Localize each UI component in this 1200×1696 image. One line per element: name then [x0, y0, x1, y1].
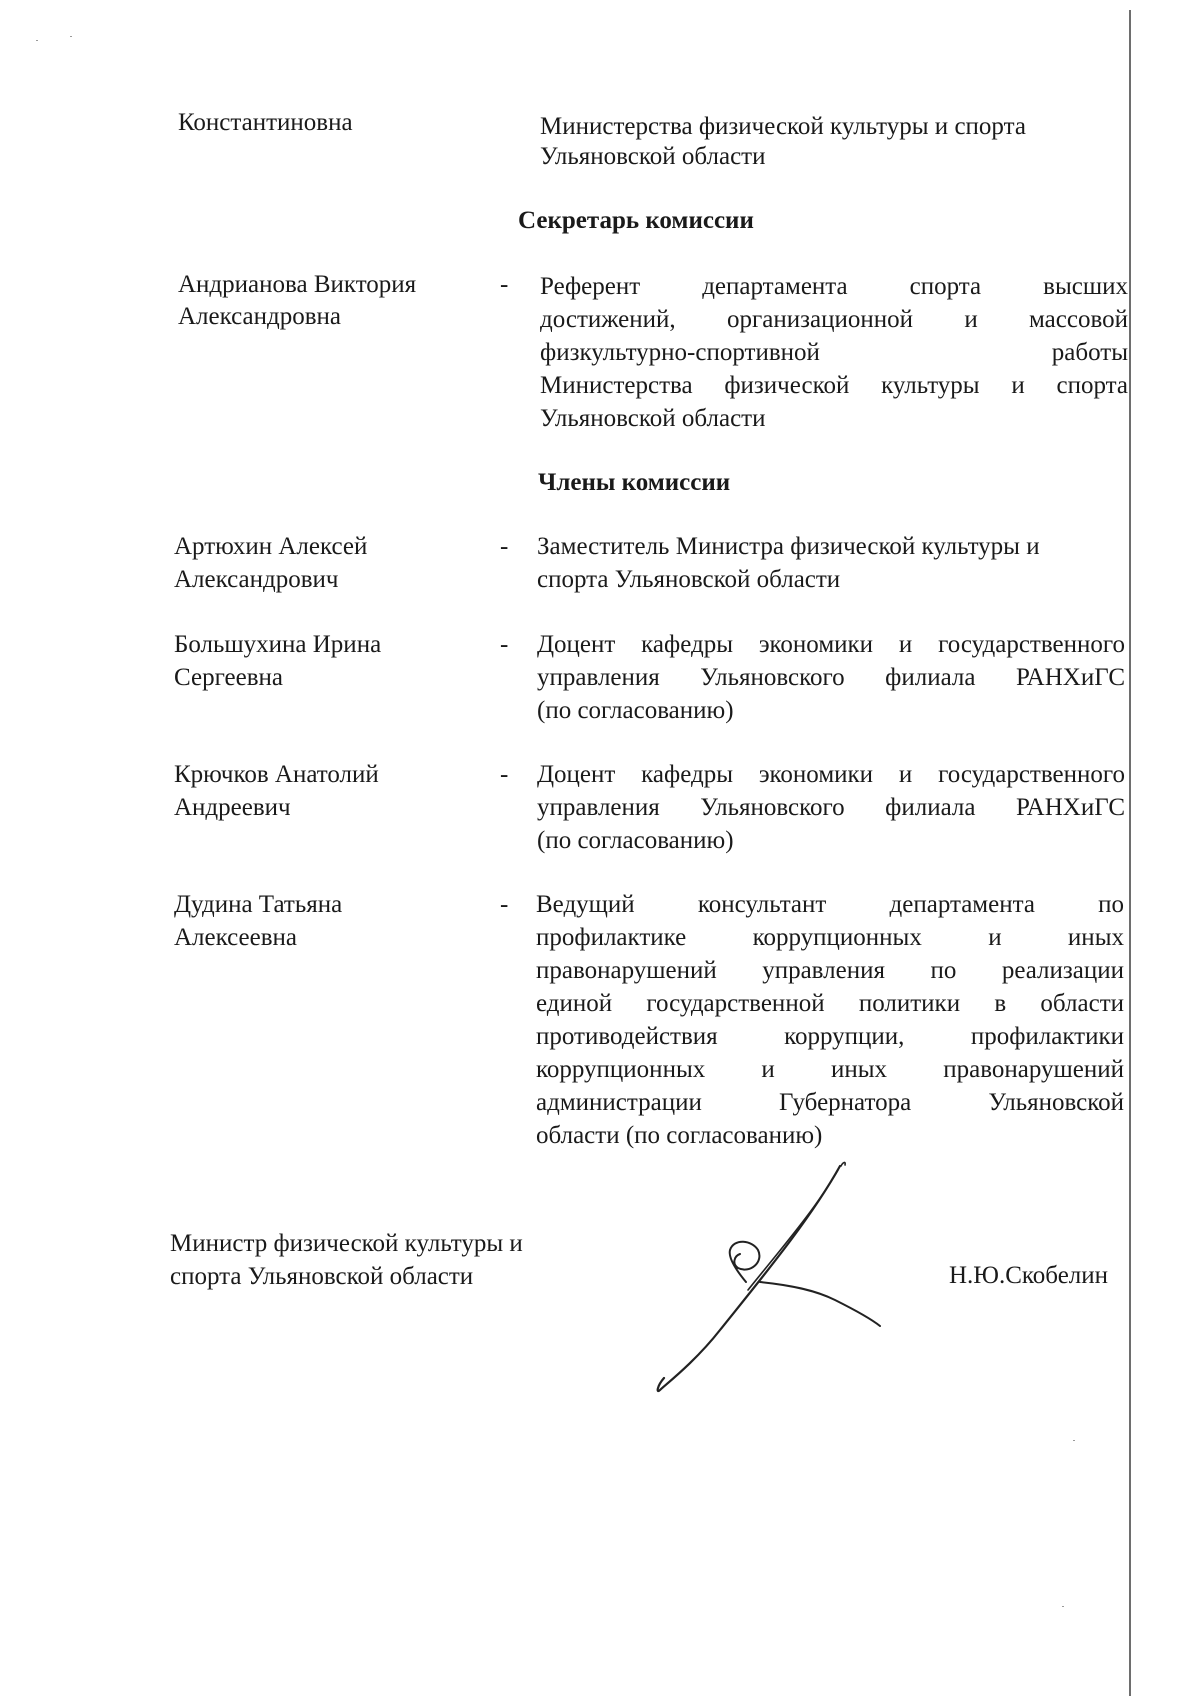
scan-speck — [70, 36, 72, 37]
scan-speck — [1073, 1440, 1075, 1441]
secretary-name: Андрианова Виктория — [178, 271, 417, 298]
signer-name: Н.Ю.Скобелин — [949, 1262, 1109, 1289]
member-position-line: области (по согласованию) — [536, 1122, 823, 1149]
member-position-line: спорта Ульяновской области — [537, 566, 841, 593]
member-name: Андреевич — [174, 794, 291, 821]
member-name: Дудина Татьяна — [174, 891, 343, 918]
signatory-title: Министр физической культуры и — [170, 1230, 523, 1257]
dash: - — [500, 761, 509, 788]
member-name: Большухина Ирина — [174, 631, 382, 658]
secretary-name: Александровна — [178, 303, 342, 330]
dash: - — [500, 631, 509, 658]
scan-speck — [36, 40, 38, 41]
member-position-line: Ведущий консультант департамента по — [536, 891, 1124, 918]
member-position-line: управления Ульяновского филиала РАНХиГС — [537, 794, 1125, 821]
member-position-line: Доцент кафедры экономики и государственного — [537, 631, 1125, 658]
member-name: Александрович — [174, 566, 339, 593]
member-position-line: профилактике коррупционных и иных — [536, 924, 1124, 951]
member-position-line: правонарушений управления по реализации — [536, 957, 1124, 984]
dash: - — [500, 271, 509, 298]
members-heading: Члены комиссии — [538, 469, 731, 496]
signatory-title: спорта Ульяновской области — [170, 1263, 474, 1290]
member-position-line: коррупционных и иных правонарушений — [536, 1056, 1124, 1083]
member-position-line: Заместитель Министра физической культуры и — [537, 533, 1040, 560]
secretary-position-line: Министерства физической культуры и спорта — [540, 372, 1128, 399]
dash: - — [500, 533, 509, 560]
secretary-heading: Секретарь комиссии — [518, 207, 754, 234]
member-position-line: (по согласованию) — [537, 827, 734, 854]
page-edge — [1129, 10, 1131, 1696]
member-position-line: управления Ульяновского филиала РАНХиГС — [537, 664, 1125, 691]
secretary-position-line: Референт департамента спорта высших — [540, 273, 1128, 300]
dash: - — [500, 891, 509, 918]
member-position-line: противодействия коррупции, профилактики — [536, 1023, 1124, 1050]
member-position-line: Доцент кафедры экономики и государственного — [537, 761, 1125, 788]
member-position-line: единой государственной политики в области — [536, 990, 1124, 1017]
handwritten-signature — [640, 1150, 920, 1400]
member-name: Сергеевна — [174, 664, 283, 691]
member-position-line: (по согласованию) — [537, 697, 734, 724]
scan-speck — [1062, 1606, 1064, 1607]
position-line: Ульяновской области — [540, 143, 766, 170]
member-position-line: администрации Губернатора Ульяновской — [536, 1089, 1124, 1116]
member-name: Крючков Анатолий — [174, 761, 379, 788]
name-tail: Константиновна — [178, 109, 353, 136]
member-name: Артюхин Алексей — [174, 533, 368, 560]
secretary-position-line: Ульяновской области — [540, 405, 766, 432]
member-name: Алексеевна — [174, 924, 298, 951]
secretary-position-line: физкультурно-спортивной работы — [540, 339, 1128, 366]
secretary-position-line: достижений, организационной и массовой — [540, 306, 1128, 333]
position-line: Министерства физической культуры и спорта — [540, 113, 1026, 140]
